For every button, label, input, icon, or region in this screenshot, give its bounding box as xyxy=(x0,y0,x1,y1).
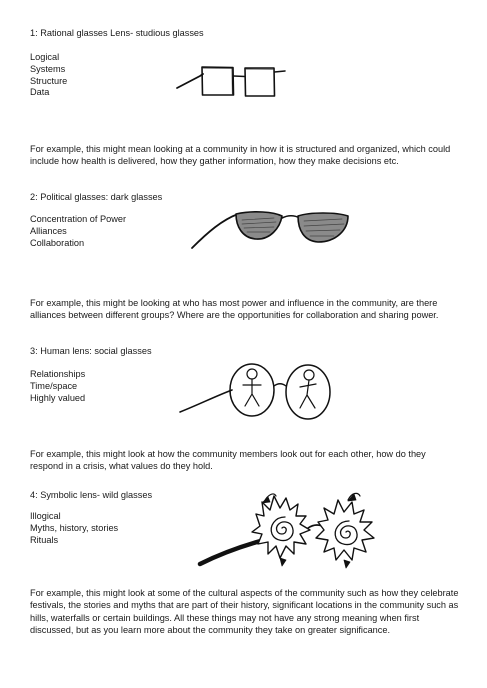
section-4-keyword: Rituals xyxy=(30,534,59,545)
section-1-keyword: Logical xyxy=(30,52,60,62)
section-4-keyword: Myths, history, stories xyxy=(30,522,119,533)
section-2-keyword: Concentration of Power xyxy=(30,214,127,224)
section-3-keyword: Highly valued xyxy=(30,392,86,403)
spiral-wild-glasses-icon xyxy=(198,488,398,573)
section-1-keyword: Systems xyxy=(30,63,66,74)
section-1-keywords xyxy=(30,52,67,99)
people-glasses-icon xyxy=(176,356,346,426)
section-2-keyword: Collaboration xyxy=(30,237,85,248)
rectangular-glasses-icon xyxy=(175,58,295,108)
section-3-example: For example, this might look at how the community members look out for each other, how do they respond in a crisis, what values do they hold. xyxy=(30,449,426,472)
section-1-heading: 1: Rational glasses Lens- studious glasses xyxy=(30,28,204,38)
dark-sunglasses-icon xyxy=(190,202,360,262)
section-3-keyword: Relationships xyxy=(30,369,86,379)
section-3-heading: 3: Human lens: social glasses xyxy=(30,346,152,356)
section-2-keywords xyxy=(30,214,126,249)
section-4-keyword: Illogical xyxy=(30,511,61,521)
section-4-keywords xyxy=(30,511,118,546)
section-2-keyword: Alliances xyxy=(30,225,67,236)
section-3-keywords xyxy=(30,369,85,404)
section-3-keyword: Time/space xyxy=(30,380,78,391)
section-1-example: For example, this might mean looking at a community in how it is structured and organized, which could include how health is delivered, how they gather information, how they make decisions etc. xyxy=(30,144,451,167)
section-2-heading: 2: Political glasses: dark glasses xyxy=(30,192,163,202)
section-1-keyword: Data xyxy=(30,87,50,98)
section-1-keyword: Structure xyxy=(30,75,68,86)
section-4-heading: 4: Symbolic lens- wild glasses xyxy=(30,490,153,500)
section-2-example: For example, this might be looking at who has most power and influence in the community, are there alliances between different groups? Where are the opportunities for collaboration and sharing power. xyxy=(30,298,439,321)
section-4-example: For example, this might look at some of the cultural aspects of the community such as how they celebrate festivals, the stories and myths that are part of their history, significant locations in the community such as hills, waterfalls or certain buildings. All these things may not have any strong meaning when first discussed, but as you learn more about the community they take on greater significance. xyxy=(30,588,459,636)
